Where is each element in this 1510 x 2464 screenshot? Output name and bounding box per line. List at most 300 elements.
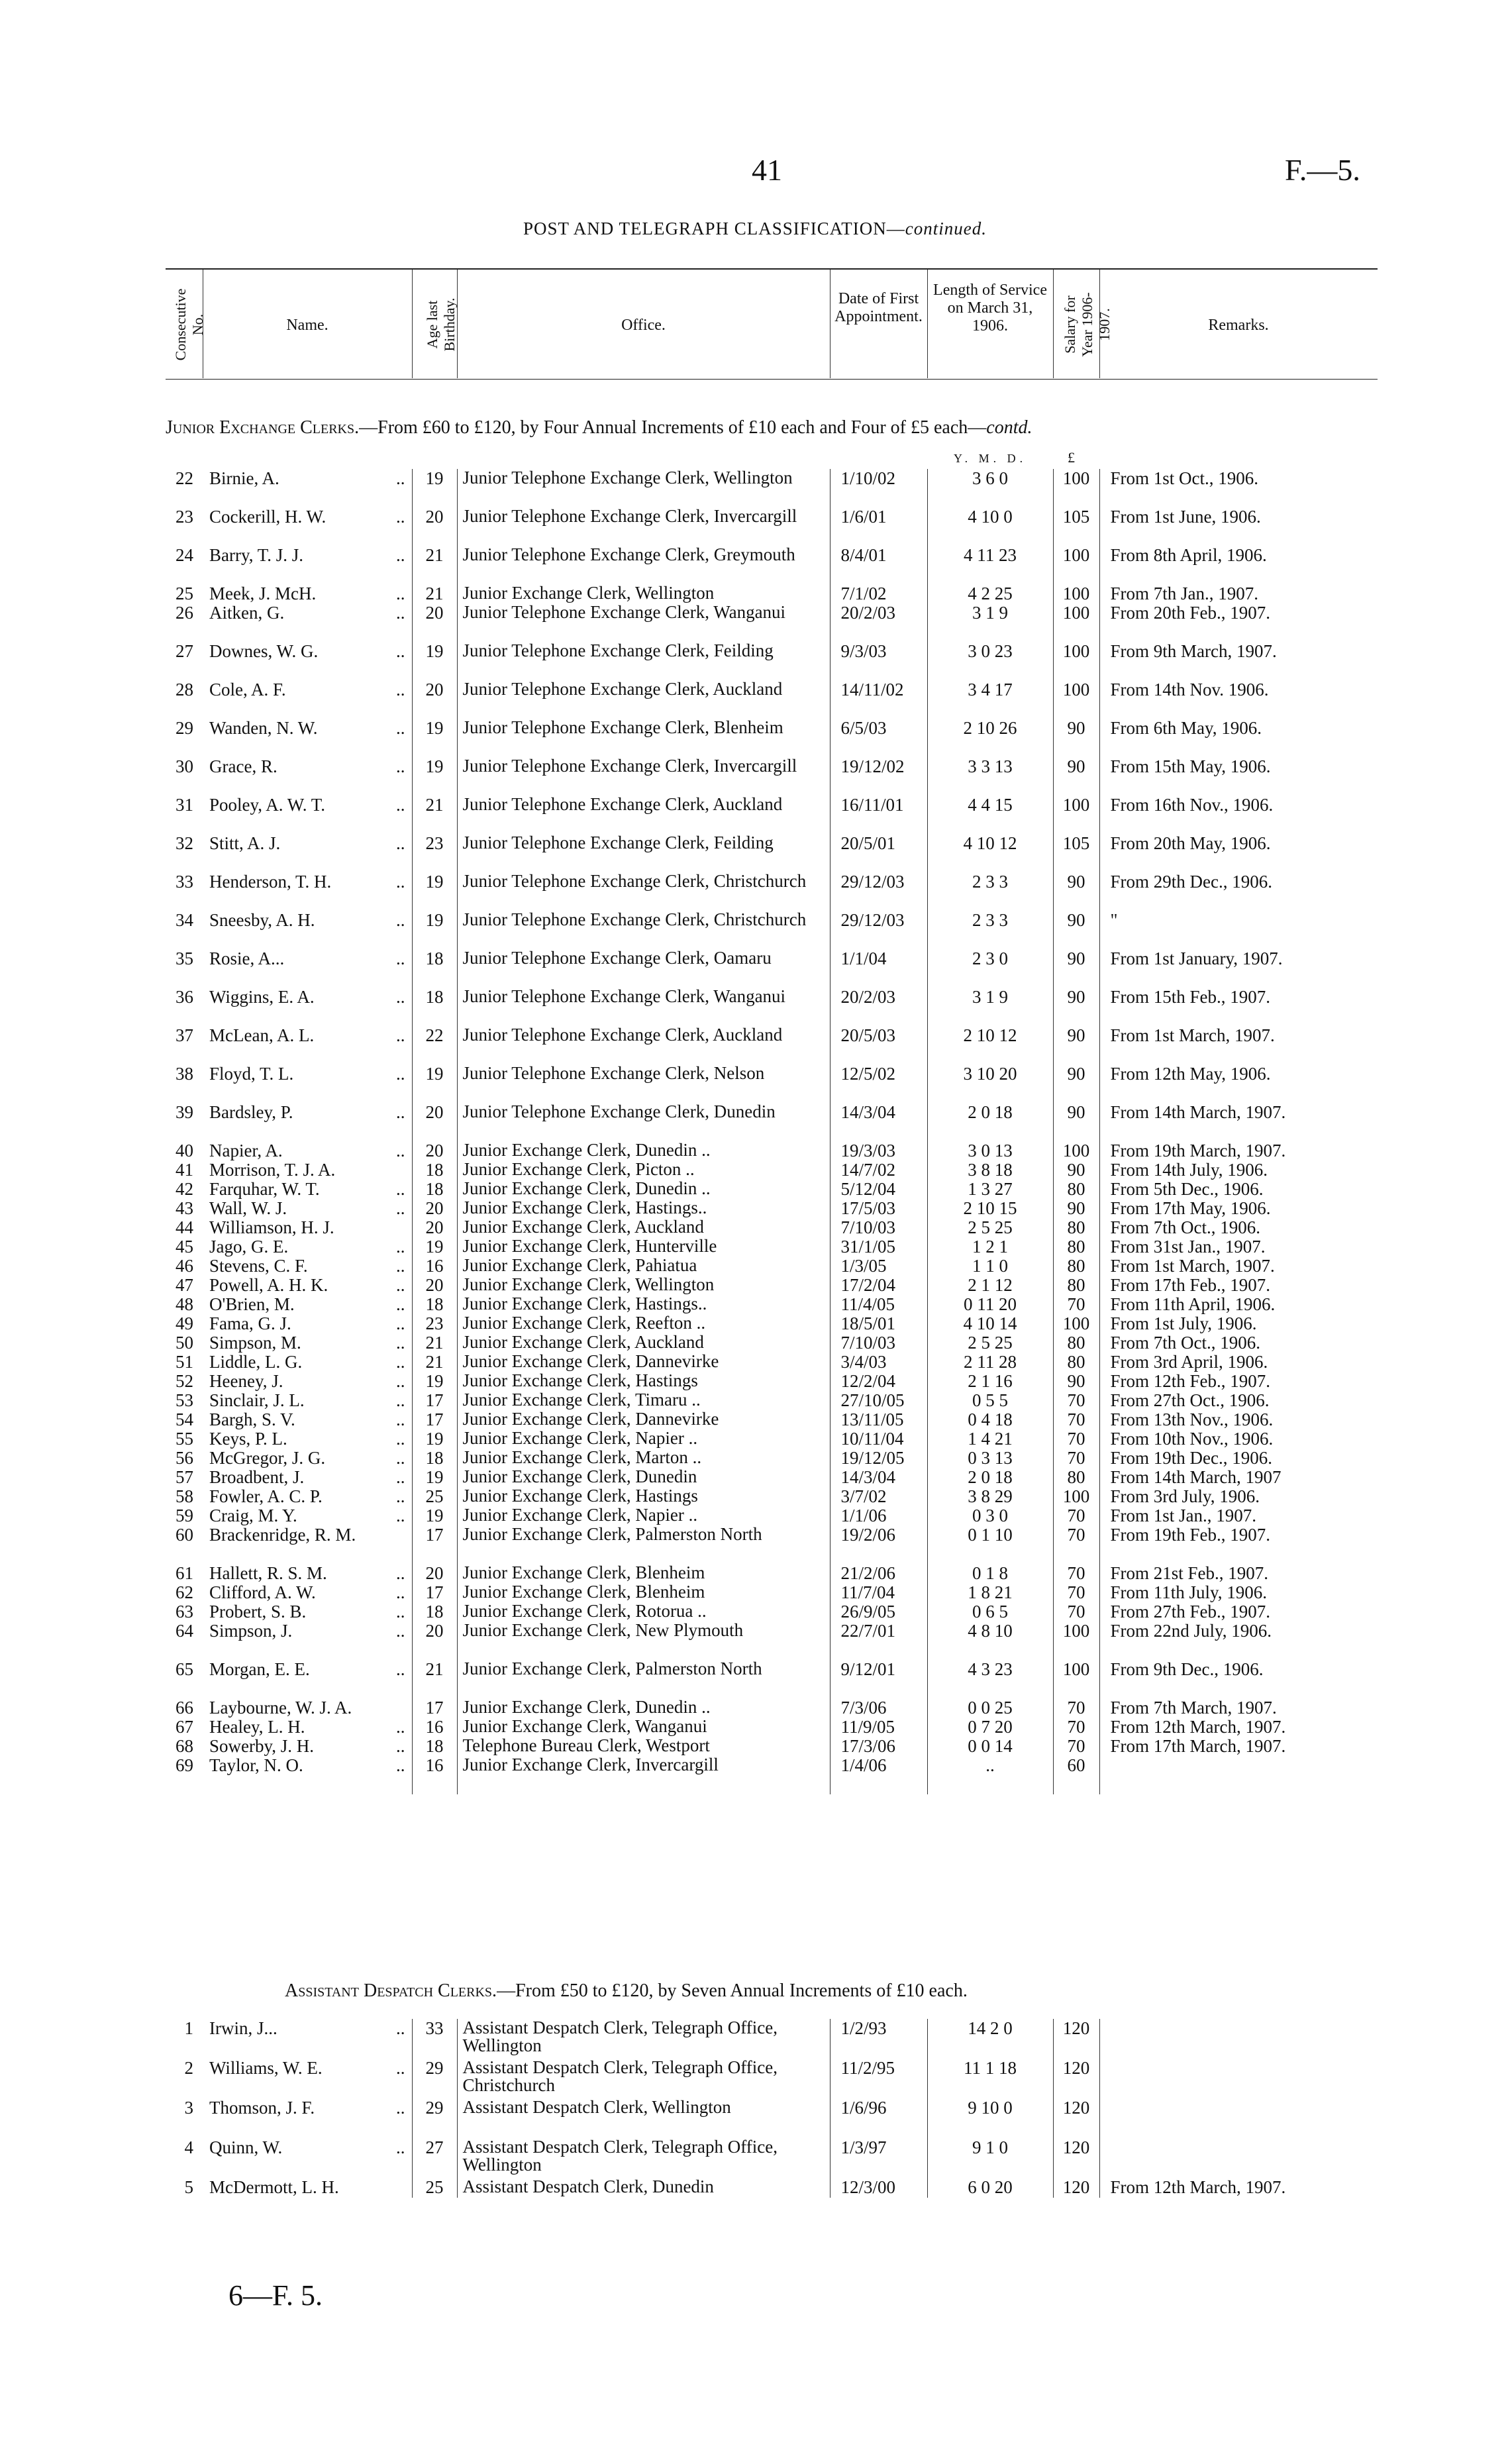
service-length: 2 3 3 — [972, 872, 1008, 892]
age-cell — [412, 834, 457, 872]
age: 19 — [425, 757, 444, 776]
age-cell — [412, 1698, 457, 1718]
service-length: 3 1 9 — [972, 603, 1008, 623]
table-row — [166, 1698, 1378, 1718]
age: 19 — [425, 1506, 444, 1525]
appointment-date: 12/3/00 — [840, 2178, 896, 2197]
employee-name: Probert, S. B. — [209, 1602, 307, 1621]
age: 20 — [425, 680, 444, 699]
office: Junior Telephone Exchange Clerk, Feilding — [462, 834, 774, 852]
office: Junior Exchange Clerk, Hunterville — [462, 1237, 717, 1256]
age-cell — [412, 872, 457, 911]
table-row — [166, 1525, 1378, 1564]
table-row — [166, 834, 1378, 872]
remarks-cell — [1099, 1660, 1378, 1698]
office-cell — [457, 1660, 830, 1698]
salary-cell — [1053, 469, 1099, 507]
leader-dots: .. — [396, 1372, 405, 1391]
office-cell — [457, 1064, 830, 1103]
remarks-cell — [1099, 1180, 1378, 1199]
employee-name: McGregor, J. G. — [209, 1449, 326, 1468]
age-cell — [412, 603, 457, 642]
row-number-cell — [166, 1410, 203, 1429]
employee-name-cell — [203, 642, 412, 680]
table-row — [166, 1718, 1378, 1737]
row-number: 32 — [176, 834, 193, 853]
employee-name: Jago, G. E. — [209, 1237, 289, 1257]
row-number: 68 — [176, 1737, 193, 1756]
row-number: 36 — [176, 988, 193, 1007]
row-number: 55 — [176, 1429, 193, 1449]
office-cell — [457, 949, 830, 988]
salary-cell — [1053, 2138, 1099, 2178]
row-number-cell — [166, 1257, 203, 1276]
table-row — [166, 1026, 1378, 1064]
service-length: 14 2 0 — [968, 2019, 1013, 2038]
age-cell — [412, 1429, 457, 1449]
service-length-cell — [927, 1410, 1053, 1429]
header-remarks: Remarks. — [1208, 317, 1269, 334]
employee-name: Simpson, M. — [209, 1333, 301, 1353]
leader-dots: .. — [396, 469, 405, 488]
remarks-cell — [1099, 911, 1378, 949]
leader-dots: .. — [396, 911, 405, 930]
service-length: 0 5 5 — [972, 1391, 1008, 1410]
junior-clerks-table — [166, 469, 1378, 1794]
age-cell — [412, 2098, 457, 2138]
age-cell — [412, 1180, 457, 1199]
appointment-date-cell — [830, 1295, 927, 1314]
appointment-date-cell — [830, 1660, 927, 1698]
salary: 120 — [1062, 2098, 1090, 2118]
row-number: 3 — [184, 2098, 193, 2118]
remarks: From 14th Nov. 1906. — [1110, 680, 1269, 699]
appointment-date: 6/5/03 — [840, 719, 887, 738]
leader-dots: .. — [396, 1564, 405, 1583]
appointment-date: 22/7/01 — [840, 1621, 896, 1641]
header-age: Age last Birthday. — [424, 297, 458, 352]
service-length: 2 3 0 — [972, 949, 1008, 968]
service-length: 2 1 16 — [968, 1372, 1013, 1391]
age-cell — [412, 757, 457, 796]
office: Junior Telephone Exchange Clerk, Auckland — [462, 1026, 783, 1045]
employee-name-cell — [203, 1391, 412, 1410]
employee-name-cell — [203, 1353, 412, 1372]
salary-cell — [1053, 507, 1099, 546]
row-number: 53 — [176, 1391, 193, 1410]
salary: 80 — [1067, 1468, 1085, 1487]
row-number-cell — [166, 1602, 203, 1621]
service-length: 0 4 18 — [968, 1410, 1013, 1429]
remarks-cell — [1099, 2138, 1378, 2178]
service-length: 3 3 13 — [968, 757, 1013, 776]
service-units: Y. M. D. — [954, 452, 1027, 465]
service-length-cell — [927, 1718, 1053, 1737]
assistant-clerks-table — [166, 2019, 1378, 2198]
appointment-date: 29/12/03 — [840, 872, 905, 892]
remarks-cell — [1099, 1257, 1378, 1276]
appointment-date-cell — [830, 1180, 927, 1199]
appointment-date-cell — [830, 1353, 927, 1372]
service-length: 4 10 14 — [963, 1314, 1017, 1333]
table-row — [166, 719, 1378, 757]
office: Junior Exchange Clerk, Pahiatua — [462, 1257, 697, 1275]
row-number: 25 — [176, 584, 193, 603]
service-length-cell — [927, 1026, 1053, 1064]
salary-currency: £ — [1068, 449, 1079, 466]
office-cell — [457, 1237, 830, 1257]
salary: 100 — [1062, 1141, 1090, 1160]
service-length-cell — [927, 1333, 1053, 1353]
salary-cell — [1053, 719, 1099, 757]
remarks-cell — [1099, 1756, 1378, 1794]
row-number-cell — [166, 1218, 203, 1237]
employee-name: Thomson, J. F. — [209, 2098, 315, 2118]
salary: 80 — [1067, 1237, 1085, 1257]
table-row — [166, 1756, 1378, 1794]
employee-name: Powell, A. H. K. — [209, 1276, 328, 1295]
age: 27 — [425, 2138, 444, 2157]
appointment-date-cell — [830, 1237, 927, 1257]
service-length-cell — [927, 1468, 1053, 1487]
appointment-date-cell — [830, 1276, 927, 1295]
appointment-date: 7/1/02 — [840, 584, 887, 603]
row-number-cell — [166, 2019, 203, 2059]
row-number-cell — [166, 1295, 203, 1314]
employee-name-cell — [203, 1698, 412, 1718]
service-length-cell — [927, 642, 1053, 680]
appointment-date: 27/10/05 — [840, 1391, 905, 1410]
leader-dots: .. — [396, 1621, 405, 1641]
employee-name-cell — [203, 719, 412, 757]
remarks-cell — [1099, 469, 1378, 507]
header-length: Length of Service on March 31, 1906. — [933, 282, 1047, 334]
service-length: 2 10 26 — [963, 719, 1017, 738]
age-cell — [412, 1525, 457, 1564]
row-number-cell — [166, 642, 203, 680]
appointment-date: 18/5/01 — [840, 1314, 896, 1333]
appointment-date-cell — [830, 1391, 927, 1410]
employee-name-cell — [203, 2138, 412, 2178]
salary: 70 — [1067, 1506, 1085, 1525]
row-number: 46 — [176, 1257, 193, 1276]
salary: 100 — [1062, 642, 1090, 661]
appointment-date-cell — [830, 546, 927, 584]
service-length: 0 3 13 — [968, 1449, 1013, 1468]
table-row — [166, 1429, 1378, 1449]
age: 19 — [425, 719, 444, 738]
service-length: 2 0 18 — [968, 1468, 1013, 1487]
service-length-cell — [927, 1103, 1053, 1141]
row-number-cell — [166, 1237, 203, 1257]
age-cell — [412, 1506, 457, 1525]
remarks: From 12th May, 1906. — [1110, 1064, 1271, 1084]
salary: 70 — [1067, 1449, 1085, 1468]
office: Junior Exchange Clerk, Palmerston North — [462, 1660, 762, 1678]
service-length-cell — [927, 834, 1053, 872]
employee-name-cell — [203, 603, 412, 642]
header-salary: Salary for Year 1906-1907. — [1062, 292, 1113, 357]
appointment-date: 14/3/04 — [840, 1103, 896, 1122]
assistant-heading-title: Assistant Despatch Clerks. — [285, 1980, 497, 2001]
appointment-date-cell — [830, 1583, 927, 1602]
age-cell — [412, 1487, 457, 1506]
appointment-date: 31/1/05 — [840, 1237, 896, 1257]
salary: 80 — [1067, 1333, 1085, 1353]
age-cell — [412, 1160, 457, 1180]
service-length: 4 2 25 — [968, 584, 1013, 603]
employee-name-cell — [203, 584, 412, 603]
service-length-cell — [927, 1372, 1053, 1391]
employee-name: Quinn, W. — [209, 2138, 283, 2157]
appointment-date: 19/3/03 — [840, 1141, 896, 1160]
service-length-cell — [927, 1141, 1053, 1160]
row-number: 43 — [176, 1199, 193, 1218]
salary: 100 — [1062, 680, 1090, 699]
table-row — [166, 2178, 1378, 2198]
appointment-date-cell — [830, 2178, 927, 2198]
appointment-date: 19/2/06 — [840, 1525, 896, 1545]
service-length: 0 0 14 — [968, 1737, 1013, 1756]
age-cell — [412, 1756, 457, 1794]
office: Junior Telephone Exchange Clerk, Greymouth — [462, 546, 795, 564]
age-cell — [412, 1199, 457, 1218]
appointment-date-cell — [830, 584, 927, 603]
age-cell — [412, 1353, 457, 1372]
employee-name: Aitken, G. — [209, 603, 285, 623]
service-length: 0 7 20 — [968, 1718, 1013, 1737]
salary: 120 — [1062, 2059, 1090, 2078]
remarks: From 12th Feb., 1907. — [1110, 1372, 1271, 1391]
remarks-cell — [1099, 1468, 1378, 1487]
assistant-heading-text: —From £50 to £120, by Seven Annual Increments of £10 each. — [497, 1980, 968, 2001]
office: Assistant Despatch Clerk, Dunedin — [462, 2178, 714, 2196]
age: 17 — [425, 1698, 444, 1718]
appointment-date-cell — [830, 1564, 927, 1583]
appointment-date: 13/11/05 — [840, 1410, 904, 1429]
office: Junior Exchange Clerk, Palmerston North — [462, 1525, 762, 1544]
title-continued: continued. — [905, 219, 987, 238]
office-cell — [457, 1218, 830, 1237]
salary: 120 — [1062, 2178, 1090, 2197]
remarks: From 1st Jan., 1907. — [1110, 1506, 1257, 1525]
leader-dots: .. — [396, 1583, 405, 1602]
row-number: 44 — [176, 1218, 193, 1237]
employee-name: Taylor, N. O. — [209, 1756, 303, 1775]
age-cell — [412, 546, 457, 584]
service-length: 0 3 0 — [972, 1506, 1008, 1525]
employee-name-cell — [203, 1506, 412, 1525]
age-cell — [412, 1449, 457, 1468]
salary: 100 — [1062, 1314, 1090, 1333]
leader-dots: .. — [396, 1141, 405, 1160]
age-cell — [412, 680, 457, 719]
remarks-cell — [1099, 1295, 1378, 1314]
office-cell — [457, 603, 830, 642]
office-cell — [457, 469, 830, 507]
salary: 105 — [1062, 507, 1090, 527]
service-length: 1 3 27 — [968, 1180, 1013, 1199]
header-divider — [927, 270, 928, 378]
office: Junior Exchange Clerk, Picton .. — [462, 1160, 695, 1179]
table-row — [166, 1468, 1378, 1487]
employee-name: Fama, G. J. — [209, 1314, 291, 1333]
appointment-date-cell — [830, 1064, 927, 1103]
remarks-cell — [1099, 1718, 1378, 1737]
office: Junior Exchange Clerk, Auckland — [462, 1218, 704, 1237]
office-cell — [457, 1602, 830, 1621]
salary: 70 — [1067, 1295, 1085, 1314]
leader-dots: .. — [396, 1333, 405, 1353]
title-main: POST AND TELEGRAPH CLASSIFICATION— — [523, 219, 905, 238]
appointment-date-cell — [830, 680, 927, 719]
service-length: 2 3 3 — [972, 911, 1008, 930]
table-row — [166, 1333, 1378, 1353]
office-cell — [457, 1449, 830, 1468]
remarks-cell — [1099, 2059, 1378, 2098]
header-date: Date of First Appointment. — [834, 290, 923, 325]
table-row — [166, 1218, 1378, 1237]
employee-name: Liddle, L. G. — [209, 1353, 303, 1372]
service-length: 3 0 13 — [968, 1141, 1013, 1160]
remarks: From 19th Dec., 1906. — [1110, 1449, 1272, 1468]
appointment-date-cell — [830, 1449, 927, 1468]
appointment-date-cell — [830, 1737, 927, 1756]
leader-dots: .. — [396, 1506, 405, 1525]
junior-section-heading — [166, 417, 1032, 438]
junior-heading-text: —From £60 to £120, by Four Annual Increments of £10 each and Four of £5 each— — [359, 417, 987, 438]
leader-dots: .. — [396, 1026, 405, 1045]
age: 20 — [425, 1218, 444, 1237]
employee-name: McLean, A. L. — [209, 1026, 315, 1045]
row-number: 49 — [176, 1314, 193, 1333]
row-number: 65 — [176, 1660, 193, 1679]
service-length: 1 8 21 — [968, 1583, 1013, 1602]
employee-name: Bargh, S. V. — [209, 1410, 295, 1429]
salary: 70 — [1067, 1564, 1085, 1583]
table-row — [166, 1660, 1378, 1698]
service-length-cell — [927, 1180, 1053, 1199]
leader-dots: .. — [396, 2098, 405, 2118]
office-cell — [457, 1564, 830, 1583]
row-number-cell — [166, 2098, 203, 2138]
employee-name-cell — [203, 1064, 412, 1103]
remarks-cell — [1099, 1103, 1378, 1141]
row-number-cell — [166, 603, 203, 642]
salary-cell — [1053, 1199, 1099, 1218]
office: Junior Exchange Clerk, Wanganui — [462, 1718, 707, 1736]
employee-name-cell — [203, 1314, 412, 1333]
service-length-cell — [927, 1487, 1053, 1506]
row-number-cell — [166, 1160, 203, 1180]
row-number: 41 — [176, 1160, 193, 1180]
office: Assistant Despatch Clerk, Telegraph Office, Wellington — [462, 2138, 778, 2175]
employee-name-cell — [203, 469, 412, 507]
age: 21 — [425, 1333, 444, 1353]
service-length: 2 1 12 — [968, 1276, 1013, 1295]
salary: 100 — [1062, 546, 1090, 565]
office: Junior Exchange Clerk, Reefton .. — [462, 1314, 706, 1333]
age-cell — [412, 911, 457, 949]
appointment-date: 1/3/05 — [840, 1257, 887, 1276]
remarks: From 12th March, 1907. — [1110, 2178, 1286, 2197]
table-row — [166, 546, 1378, 584]
header-divider — [1053, 270, 1054, 378]
row-number-cell — [166, 1698, 203, 1718]
age: 21 — [425, 1660, 444, 1679]
remarks: From 27th Oct., 1906. — [1110, 1391, 1270, 1410]
office: Junior Exchange Clerk, Dannevirke — [462, 1410, 719, 1429]
row-number: 22 — [176, 469, 193, 488]
leader-dots: .. — [396, 546, 405, 565]
appointment-date-cell — [830, 1718, 927, 1737]
row-number: 34 — [176, 911, 193, 930]
service-length: 0 11 20 — [964, 1295, 1017, 1314]
row-number: 52 — [176, 1372, 193, 1391]
employee-name-cell — [203, 1410, 412, 1429]
leader-dots: .. — [396, 719, 405, 738]
appointment-date: 20/5/01 — [840, 834, 896, 853]
office: Junior Exchange Clerk, Dunedin — [462, 1468, 697, 1486]
salary: 80 — [1067, 1276, 1085, 1295]
remarks-cell — [1099, 757, 1378, 796]
office-cell — [457, 719, 830, 757]
service-length: 1 4 21 — [968, 1429, 1013, 1449]
office-cell — [457, 1506, 830, 1525]
office: Junior Telephone Exchange Clerk, Invercargill — [462, 757, 797, 776]
age: 20 — [425, 603, 444, 623]
remarks-cell — [1099, 1737, 1378, 1756]
appointment-date-cell — [830, 2138, 927, 2178]
row-number: 57 — [176, 1468, 193, 1487]
table-row — [166, 2019, 1378, 2059]
remarks: From 17th Feb., 1907. — [1110, 1276, 1271, 1295]
row-number: 51 — [176, 1353, 193, 1372]
row-number-cell — [166, 1372, 203, 1391]
row-number-cell — [166, 1756, 203, 1794]
remarks-cell — [1099, 1333, 1378, 1353]
table-row — [166, 2138, 1378, 2178]
employee-name: Simpson, J. — [209, 1621, 293, 1641]
appointment-date: 9/12/01 — [840, 1660, 896, 1679]
age-cell — [412, 1141, 457, 1160]
age-cell — [412, 2059, 457, 2098]
salary-cell — [1053, 584, 1099, 603]
salary-cell — [1053, 546, 1099, 584]
employee-name-cell — [203, 1660, 412, 1698]
row-number: 58 — [176, 1487, 193, 1506]
table-row — [166, 1353, 1378, 1372]
table-row — [166, 1583, 1378, 1602]
service-length-cell — [927, 2059, 1053, 2098]
row-number-cell — [166, 1276, 203, 1295]
salary-cell — [1053, 1141, 1099, 1160]
row-number-cell — [166, 507, 203, 546]
appointment-date-cell — [830, 1602, 927, 1621]
appointment-date-cell — [830, 1218, 927, 1237]
service-length: 3 0 23 — [968, 642, 1013, 661]
service-length-cell — [927, 469, 1053, 507]
employee-name-cell — [203, 796, 412, 834]
age-cell — [412, 1064, 457, 1103]
remarks-cell — [1099, 642, 1378, 680]
salary-cell — [1053, 1660, 1099, 1698]
row-number-cell — [166, 872, 203, 911]
employee-name: Irwin, J... — [209, 2019, 277, 2038]
office-cell — [457, 1737, 830, 1756]
employee-name: Cole, A. F. — [209, 680, 286, 699]
leader-dots: .. — [396, 796, 405, 815]
